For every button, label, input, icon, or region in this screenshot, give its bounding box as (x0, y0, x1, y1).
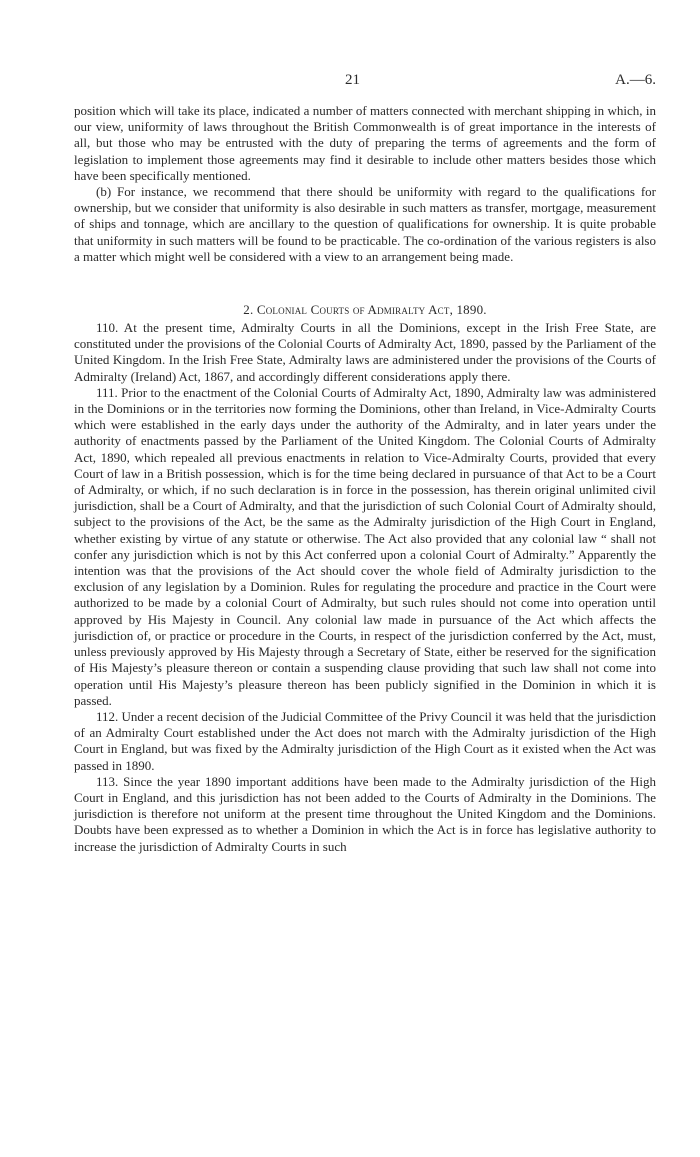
page-number: 21 (345, 72, 360, 88)
page-header (74, 62, 656, 92)
paragraph-b: (b) For instance, we recommend that there should be uniformity with regard to the qualifications for ownership, but we consider that uniformity is also desirable in such matters as transfer, mortgage, measurement of ships and tonnage, which are ancillary to the question of qualifications for ownership. It is quite probable that uniformity in such matters will be found to be practicable. The co-ordination of the various registers is also a matter which might well be considered with a view to an arrangement being made. (74, 184, 656, 264)
section-heading: 2. Colonial Courts of Admiralty Act, 1890. (243, 302, 487, 318)
document-code: A.—6. (615, 72, 656, 88)
paragraph-110: 110. At the present time, Admiralty Courts in all the Dominions, except in the Irish Free State, are constituted under the provisions of the Colonial Courts of Admiralty Act, 1890, passed by the Parliament of the United Kingdom. In the Irish Free State, Admiralty laws are administered under the provisions of the Courts of Admiralty (Ireland) Act, 1867, and accordingly different considerations apply there. (74, 320, 656, 384)
paragraph-continuation: position which will take its place, indicated a number of matters connected with merchant shipping in which, in our view, uniformity of laws throughout the British Commonwealth is of great importance in the interests of all, but those who may be entrusted with the duty of preparing the terms of agreements and the form of legislation to implement those agreements may find it desirable to include other matters besides those which have been specifically mentioned. (74, 103, 656, 183)
paragraph-113: 113. Since the year 1890 important additions have been made to the Admiralty jurisdiction of the High Court in England, and this jurisdiction has not been added to the Courts of Admiralty in the Dominions. The jurisdiction is therefore not uniform at the present time throughout the United Kingdom and the Dominions. Doubts have been expressed as to whether a Dominion in which the Act is in force has legislative authority to increase the jurisdiction of Admiralty Courts in such (74, 773, 656, 854)
paragraph-111: 111. Prior to the enactment of the Colonial Courts of Admiralty Act, 1890, Admiralty law was administered in the Dominions or in the territories now forming the Dominions, other than Ireland, in Vice-Admiralty Courts which were established in the early days under the authority of the Admiralty, and in later years under the authority of enactments passed by the Parliament of the United Kingdom. The Colonial Courts of Admiralty Act, 1890, which repealed all previous enactments in relation to Vice-Admiralty Courts, provided that every Court of law in a British possession, which is for the time being declared in pursuance of that Act to be a Court of Admiralty, or which, if no such declaration is in force in the possession, has therein original unlimited civil jurisdiction, shall be a Court of Admiralty, and that the jurisdiction of such Colonial Court of Admiralty should, subject to the provisions of the Act, be the same as the Admiralty jurisdiction of the High Court in England, whether existing by virtue of any statute or otherwise. The Act also provided that any colonial law “ shall not confer any jurisdiction which is not by this Act conferred upon a colonial Court of Admiralty.” Apparently the intention was that the provisions of the Act should cover the whole field of Admiralty jurisdiction to the exclusion of any legislation by a Dominion. Rules for regulating the procedure and practice in the Court were authorized to be made by a colonial Court of Admiralty, but such rules should not come into operation until approved by His Majesty in Council. Any colonial law made in pursuance of the Act which affects the jurisdiction of, or practice or procedure in the Courts, in respect of the jurisdiction conferred by the Act, must, unless previously approved by His Majesty through a Secretary of State, either be reserved for the signification of His Majesty’s pleasure thereon or contain a suspending clause providing that such law shall not come into operation until His Majesty’s pleasure thereon has been publicly signified in the Dominion in which it is passed. (74, 384, 656, 708)
body-text (74, 103, 656, 855)
paragraph-112: 112. Under a recent decision of the Judicial Committee of the Privy Council it was held that the jurisdiction of an Admiralty Court established under the Act does not march with the Admiralty jurisdiction of the High Court in England, but was fixed by the Admiralty jurisdiction of the High Court as it existed when the Act was passed in 1890. (74, 708, 656, 773)
